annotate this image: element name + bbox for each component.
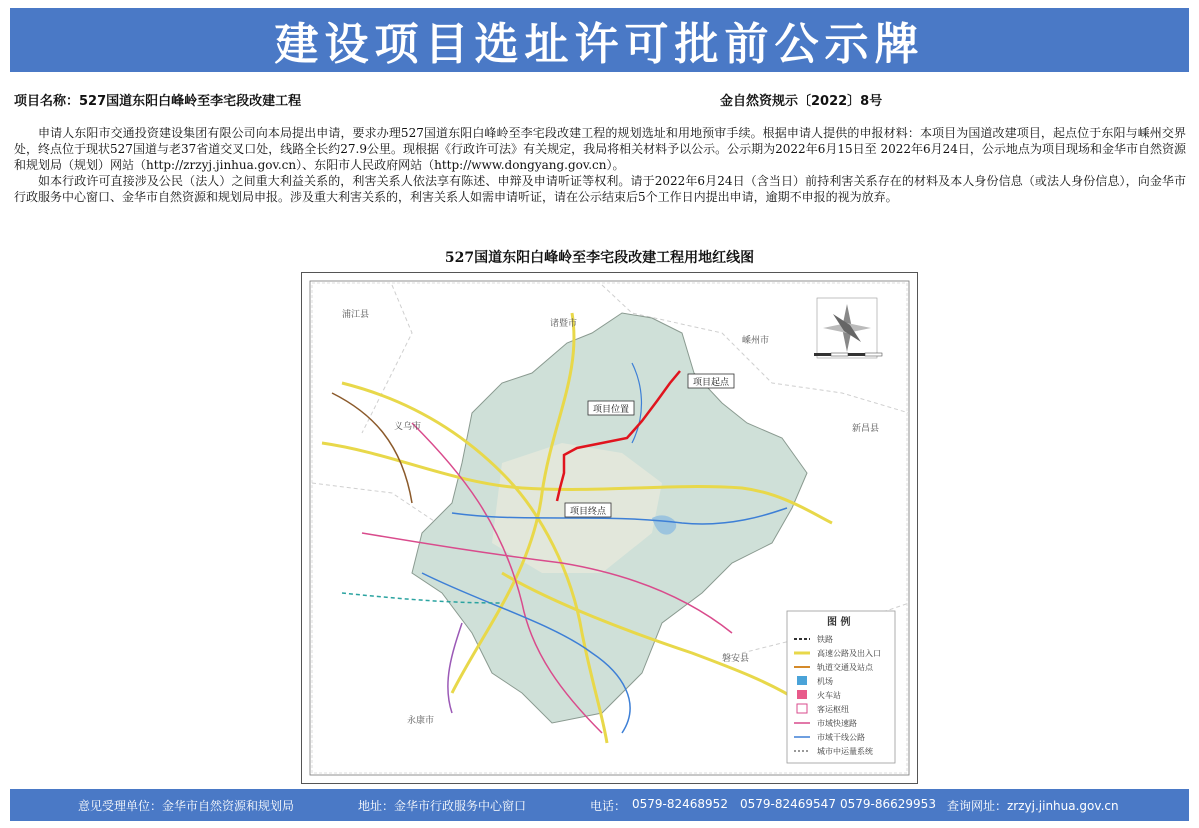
document-number: 金自然资规示〔2022〕8号: [720, 94, 883, 109]
compass-rose-icon: [817, 298, 877, 358]
place-label: 诸暨市: [550, 319, 578, 329]
airport-icon: [797, 676, 807, 685]
place-label: 磐安县: [722, 654, 750, 664]
place-label: 义乌市: [394, 422, 422, 432]
redline-map: [301, 272, 918, 784]
footer-phone-3: 0579-86629953: [840, 797, 936, 811]
notice-paragraph-1: 申请人东阳市交通投资建设集团有限公司向本局提出申请，要求办理527国道东阳白峰岭至李宅段改建工程的规划选址和用地预审手续。根据申请人提供的申报材料：本项目为国道改建项目，起点位于东阳与嵊州交界处，终点位于现状527国道与老37省道交叉口处，线路全长约27.9公里。现根据《行政许可法》有关规定，我局将相关材料予以公示。公示期为2022年6月15日至 2022年6月24日，公示地点为项目现场和金华市自然资源和规划局（规划）网站（http://zrzyj.jinhua.gov.cn）、东阳市人民政府网站（http://www.dongyang.gov.cn）。: [14, 126, 1186, 172]
footer-address: 地址：金华市行政服务中心窗口: [358, 799, 527, 813]
legend-item: 机场: [817, 677, 833, 686]
project-name: [14, 90, 301, 109]
passenger-hub-icon: [797, 704, 807, 713]
place-label: 永康市: [407, 716, 435, 726]
legend-item: 市域干线公路: [817, 733, 865, 742]
footer-unit: 意见受理单位：金华市自然资源和规划局: [78, 799, 295, 813]
place-label: 浦江县: [342, 310, 370, 320]
footer-phone-2: 0579-82469547: [740, 797, 836, 811]
footer-phone-1: 0579-82468952: [632, 797, 728, 811]
callout-position: 项目位置: [593, 405, 630, 415]
legend-item: 城市中运量系统: [817, 747, 873, 756]
notice-paragraph-2: 如本行政许可直接涉及公民（法人）之间重大利益关系的，利害关系人依法享有陈述、申辩及申请听证等权利。请于2022年6月24日（含当日）前持利害关系存在的材料及本人身份信息（或法人身份信息），向金华市行政服务中心窗口、金华市自然资源和规划局申报。涉及重大利害关系的，利害关系人如需申请听证，请在公示结束后5个工作日内提出申请，逾期不申报的视为放弃。: [14, 174, 1186, 204]
legend-item: 高速公路及出入口: [817, 649, 881, 658]
legend-item: 铁路: [817, 635, 833, 644]
callout-start: 项目起点: [693, 378, 730, 388]
legend-item: 轨道交通及站点: [817, 663, 873, 672]
notice-title: 建设项目选址许可批前公示牌: [274, 19, 925, 70]
legend-title: 图 例: [827, 617, 851, 628]
legend-item: 火车站: [817, 691, 841, 700]
callout-end: 项目终点: [570, 507, 607, 517]
place-label: 新昌县: [852, 424, 880, 434]
project-name-value: 527国道东阳白峰岭至李宅段改建工程: [79, 94, 302, 109]
project-meta: [14, 90, 1184, 110]
project-label: 项目名称：: [14, 94, 80, 109]
train-station-icon: [797, 690, 807, 699]
footer-website: 查询网址：zrzyj.jinhua.gov.cn: [947, 799, 1119, 813]
map-title: 527国道东阳白峰岭至李宅段改建工程用地红线图: [444, 250, 755, 266]
footer-phone-label: 电话：: [590, 799, 627, 813]
notice-banner: [10, 8, 1189, 72]
map-legend: [787, 611, 895, 763]
map-canvas: [302, 273, 917, 783]
place-label: 嵊州市: [742, 336, 770, 346]
footer-bar: [10, 789, 1189, 821]
legend-item: 市域快速路: [817, 719, 857, 728]
legend-item: 客运枢纽: [817, 705, 849, 714]
scale-bar: [814, 353, 882, 356]
notice-body: [14, 125, 1186, 205]
